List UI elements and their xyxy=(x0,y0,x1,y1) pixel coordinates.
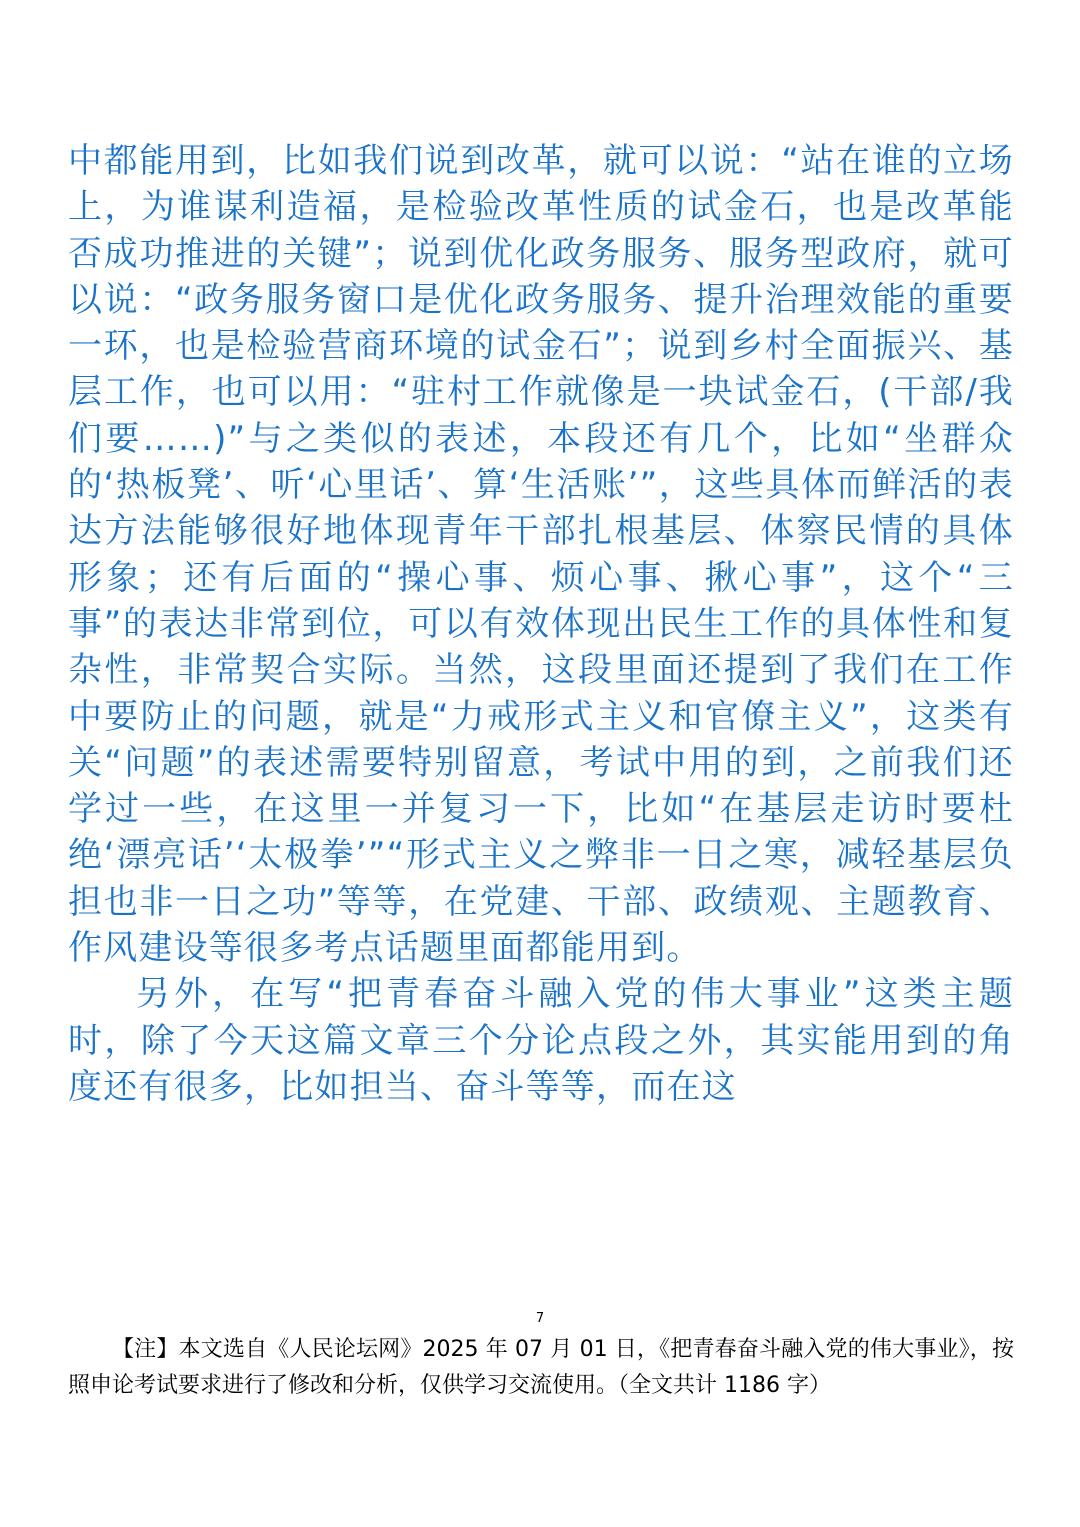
paragraph: 中都能用到，比如我们说到改革，就可以说：“站在谁的立场上，为谁谋利造福，是检验改革性质的试金石，也是改革能否成功推进的关键”；说到优化政务服务、服务型政府，就可以说：“政务服务窗口是优化政务服务、提升治理效能的重要一环，也是检验营商环境的试金石”；说到乡村全面振兴、基层工作，也可以用：“驻村工作就像是一块试金石，(干部/我们要……)”与之类似的表述，本段还有几个，比如“坐群众的‘热板凳’、听‘心里话’、算‘生活账’”，这些具体而鲜活的表达方法能够很好地体现青年干部扎根基层、体察民情的具体形象；还有后面的“操心事、烦心事、揪心事”，这个“三事”的表达非常到位，可以有效体现出民生工作的具体性和复杂性，非常契合实际。当然，这段里面还提到了我们在工作中要防止的问题，就是“力戒形式主义和官僚主义”，这类有关“问题”的表述需要特别留意，考试中用的到，之前我们还学过一些，在这里一并复习一下，比如“在基层走访时要杜绝‘漂亮话’‘太极拳’”“形式主义之弊非一日之寒，减轻基层负担也非一日之功”等等，在党建、干部、政绩观、主题教育、作风建设等很多考点话题里面都能用到。 xyxy=(68,141,1014,969)
page-number: 7 xyxy=(535,1311,545,1326)
body-text xyxy=(68,138,1014,1110)
paragraph: 另外，在写“把青春奋斗融入党的伟大事业”这类主题时，除了今天这篇文章三个分论点段之外，其实能用到的角度还有很多，比如担当、奋斗等等，而在这 xyxy=(68,974,1014,1107)
footnote: 【注】本文选自《人民论坛网》2025 年 07 月 01 日，《把青春奋斗融入党的伟大事业》，按照申论考试要求进行了修改和分析，仅供学习交流使用。（全文共计 1186 字） xyxy=(68,1337,1014,1398)
